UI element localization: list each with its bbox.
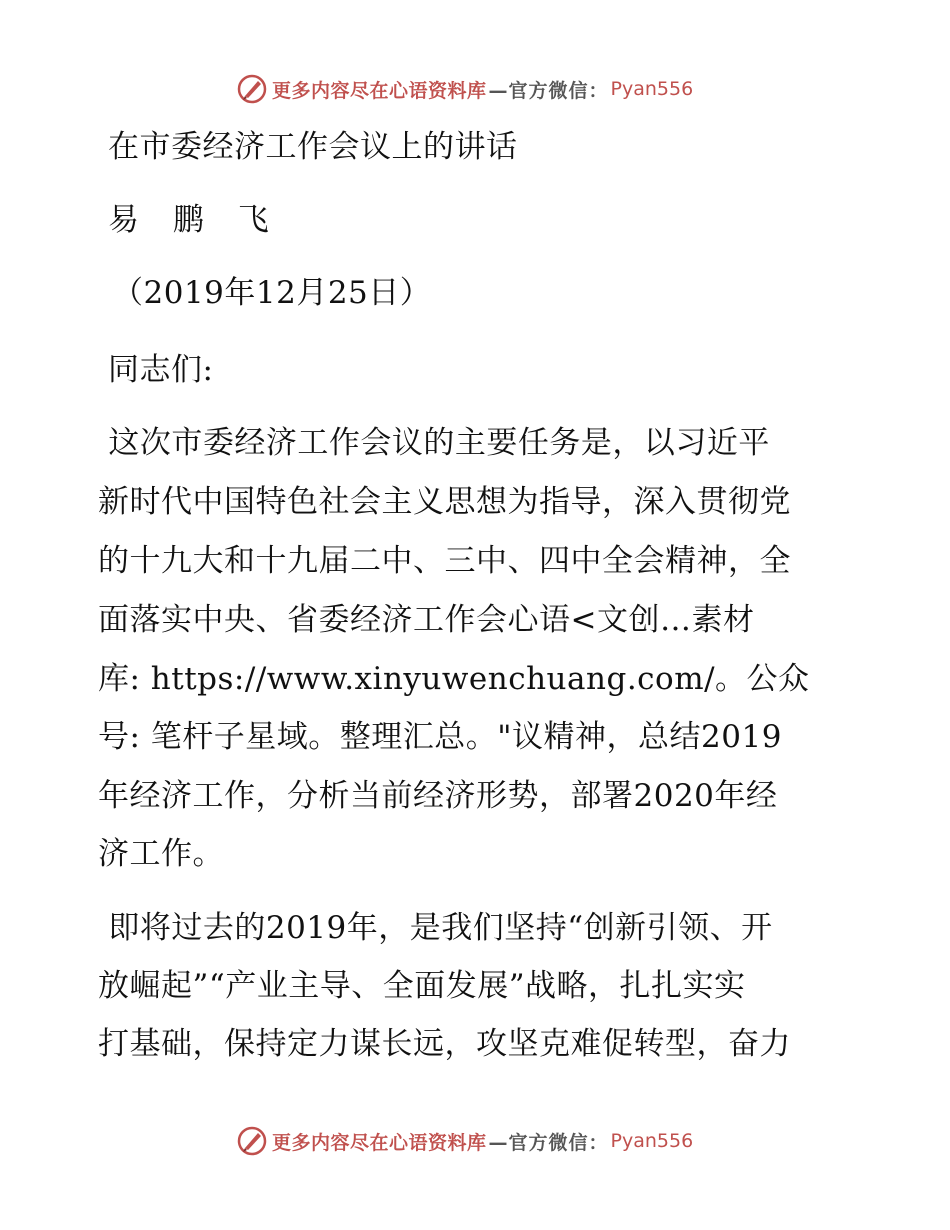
header-watermark-banner [236,72,693,106]
quill-logo-icon [236,73,268,105]
paragraph-1-line: 济工作。 [98,836,224,872]
paragraph-1-line: 新时代中国特色社会主义思想为指导，深入贯彻党 [98,484,791,520]
quill-logo-icon [236,1125,268,1157]
paragraph-1-line: 面落实中央、省委经济工作会心语<文创…素材 [98,602,755,638]
greeting: 同志们: [108,352,214,388]
watermark-wechat-label: —官方微信： [488,79,609,102]
watermark-wechat-label: —官方微信： [488,1131,609,1154]
paragraph-1-line: 库: https://www.xinyuwenchuang.com/。公众 [98,661,810,697]
watermark-wechat-id: Pyan556 [610,1130,694,1152]
document-author: 易 鹏 飞 [108,202,281,238]
paragraph-2-line: 打基础，保持定力谋长远，攻坚克难促转型，奋力 [98,1026,791,1062]
document-title: 在市委经济工作会议上的讲话 [108,129,518,165]
watermark-site-text: 更多内容尽在心语资料库 [272,1131,487,1154]
paragraph-2-line: 即将过去的2019年，是我们坚持“创新引领、开 [98,910,773,946]
paragraph-1-line: 的十九大和十九届二中、三中、四中全会精神，全 [98,543,791,579]
watermark-site-text: 更多内容尽在心语资料库 [272,79,487,102]
paragraph-1-line: 这次市委经济工作会议的主要任务是，以习近平 [98,425,770,461]
watermark-wechat-id: Pyan556 [610,78,694,100]
paragraph-1-line: 年经济工作，分析当前经济形势，部署2020年经 [98,778,778,814]
document-date: （2019年12月25日） [112,275,432,311]
footer-watermark-banner [236,1124,693,1158]
paragraph-2-line: 放崛起”“产业主导、全面发展”战略，扎扎实实 [98,968,746,1004]
paragraph-1-line: 号: 笔杆子星域。整理汇总。"议精神，总结2019 [98,719,782,755]
